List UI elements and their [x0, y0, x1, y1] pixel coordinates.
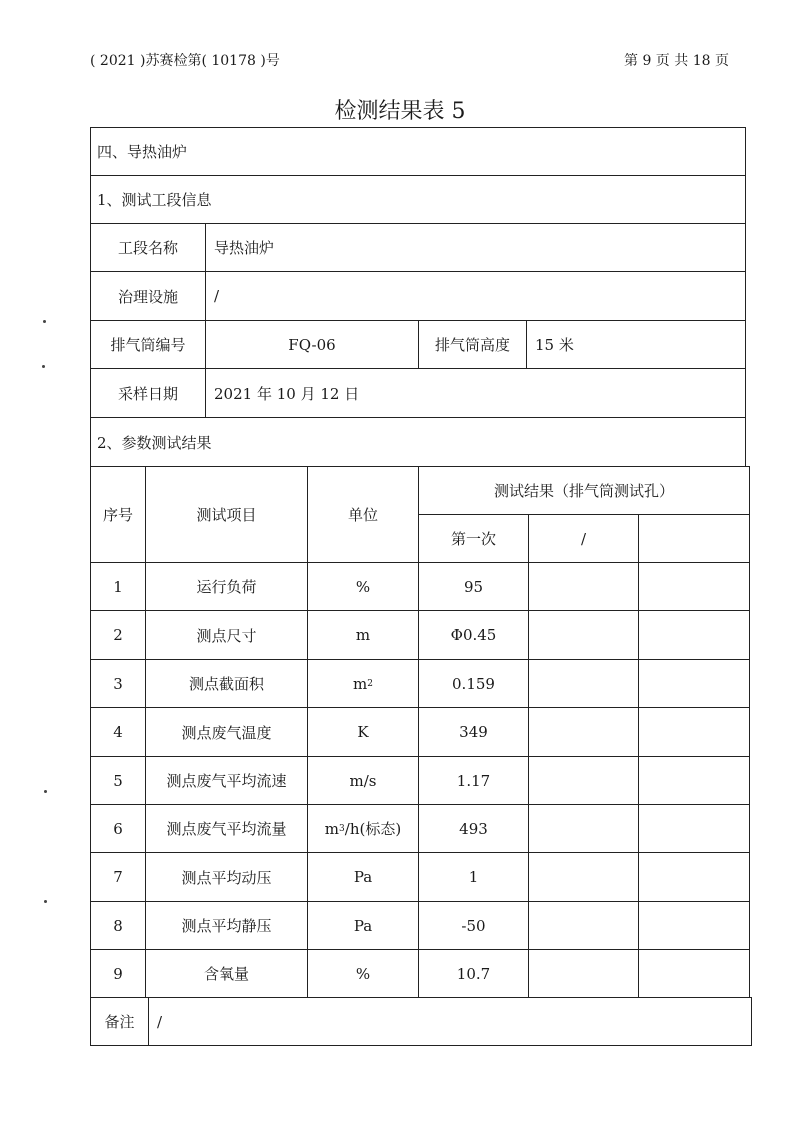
- row-unit: m/s: [349, 771, 377, 790]
- unit-superscript: 2: [367, 678, 373, 689]
- scan-speck: [43, 320, 46, 323]
- process-name-value: 导热油炉: [214, 239, 275, 257]
- row-no: 9: [113, 964, 123, 983]
- row-no: 6: [113, 819, 123, 838]
- row-item: 测点截面积: [188, 675, 264, 693]
- row-unit: m: [355, 626, 371, 644]
- page-info: 第 9 页 共 18 页: [624, 53, 729, 69]
- row-unit: %: [355, 577, 371, 596]
- row-value: 95: [463, 577, 484, 596]
- row-value: 0.159: [452, 674, 495, 693]
- row-value: -50: [461, 916, 486, 935]
- scan-speck: [44, 790, 47, 793]
- treatment-value: /: [214, 287, 220, 305]
- section-title-4: 四、导热油炉: [91, 128, 745, 176]
- process-name-label: 工段名称: [117, 239, 178, 257]
- row-no: 7: [113, 868, 123, 886]
- row-no: 1: [113, 577, 123, 596]
- header-second: /: [580, 529, 587, 548]
- row-value: 10.7: [456, 964, 491, 983]
- row-item: 测点平均静压: [181, 917, 272, 935]
- row-no: 3: [113, 674, 123, 693]
- sample-date-label: 采样日期: [117, 384, 178, 403]
- row-item: 测点平均动压: [181, 868, 272, 887]
- row-unit: Pa: [353, 916, 373, 935]
- row-no: 2: [113, 626, 123, 644]
- report-number: ( 2021 )苏赛检第( 10178 )号: [90, 53, 280, 69]
- header-no: 序号: [102, 506, 133, 524]
- row-value: 1: [468, 868, 479, 886]
- row-item: 运行负荷: [196, 578, 257, 596]
- header-item: 测试项目: [196, 506, 257, 524]
- row-item: 测点废气平均流量: [166, 820, 287, 838]
- treatment-label: 治理设施: [117, 287, 178, 306]
- scan-speck: [44, 900, 47, 903]
- section-title-2: 2、参数测试结果: [97, 434, 212, 452]
- stack-number-label: 排气筒编号: [110, 336, 186, 354]
- row-value: Φ0.45: [450, 626, 497, 644]
- stack-height-value: 15 米: [535, 336, 574, 354]
- section-title-1: 1、测试工段信息: [91, 176, 745, 224]
- row-no: 4: [113, 723, 123, 741]
- row-item: 测点废气平均流速: [166, 772, 287, 790]
- header-third: [639, 515, 749, 562]
- sample-date-value: 2021 年 10 月 12 日: [214, 384, 360, 403]
- row-no: 8: [113, 916, 123, 935]
- row-unit: Pa: [353, 868, 373, 886]
- row-unit: %: [355, 964, 371, 983]
- unit-base: m: [353, 674, 368, 693]
- row-unit: K: [357, 723, 369, 741]
- header-first: 第一次: [450, 530, 496, 548]
- row-value: 1.17: [456, 771, 491, 790]
- row-no: 5: [113, 771, 123, 790]
- row-item: 测点废气温度: [181, 723, 272, 742]
- unit-base: m: [324, 819, 340, 838]
- row-item: 测点尺寸: [196, 626, 257, 645]
- row-value: 493: [459, 819, 488, 838]
- table-title: 检测结果表 5: [334, 99, 466, 124]
- row-unit: [308, 805, 418, 852]
- row-value: 349: [459, 723, 488, 741]
- header-unit: 单位: [347, 506, 378, 524]
- stack-height-label: 排气筒高度: [434, 336, 510, 354]
- remarks-value: /: [157, 1012, 163, 1031]
- row-unit: [308, 660, 418, 707]
- unit-tail: /h(标态): [344, 820, 402, 838]
- remarks-label: 备注: [104, 1013, 135, 1031]
- unit-superscript: 3: [339, 823, 345, 834]
- stack-number-value: FQ-06: [288, 335, 336, 354]
- header-result: 测试结果（排气筒测试孔）: [493, 482, 674, 500]
- row-item: 含氧量: [203, 965, 249, 983]
- scan-speck: [42, 365, 45, 368]
